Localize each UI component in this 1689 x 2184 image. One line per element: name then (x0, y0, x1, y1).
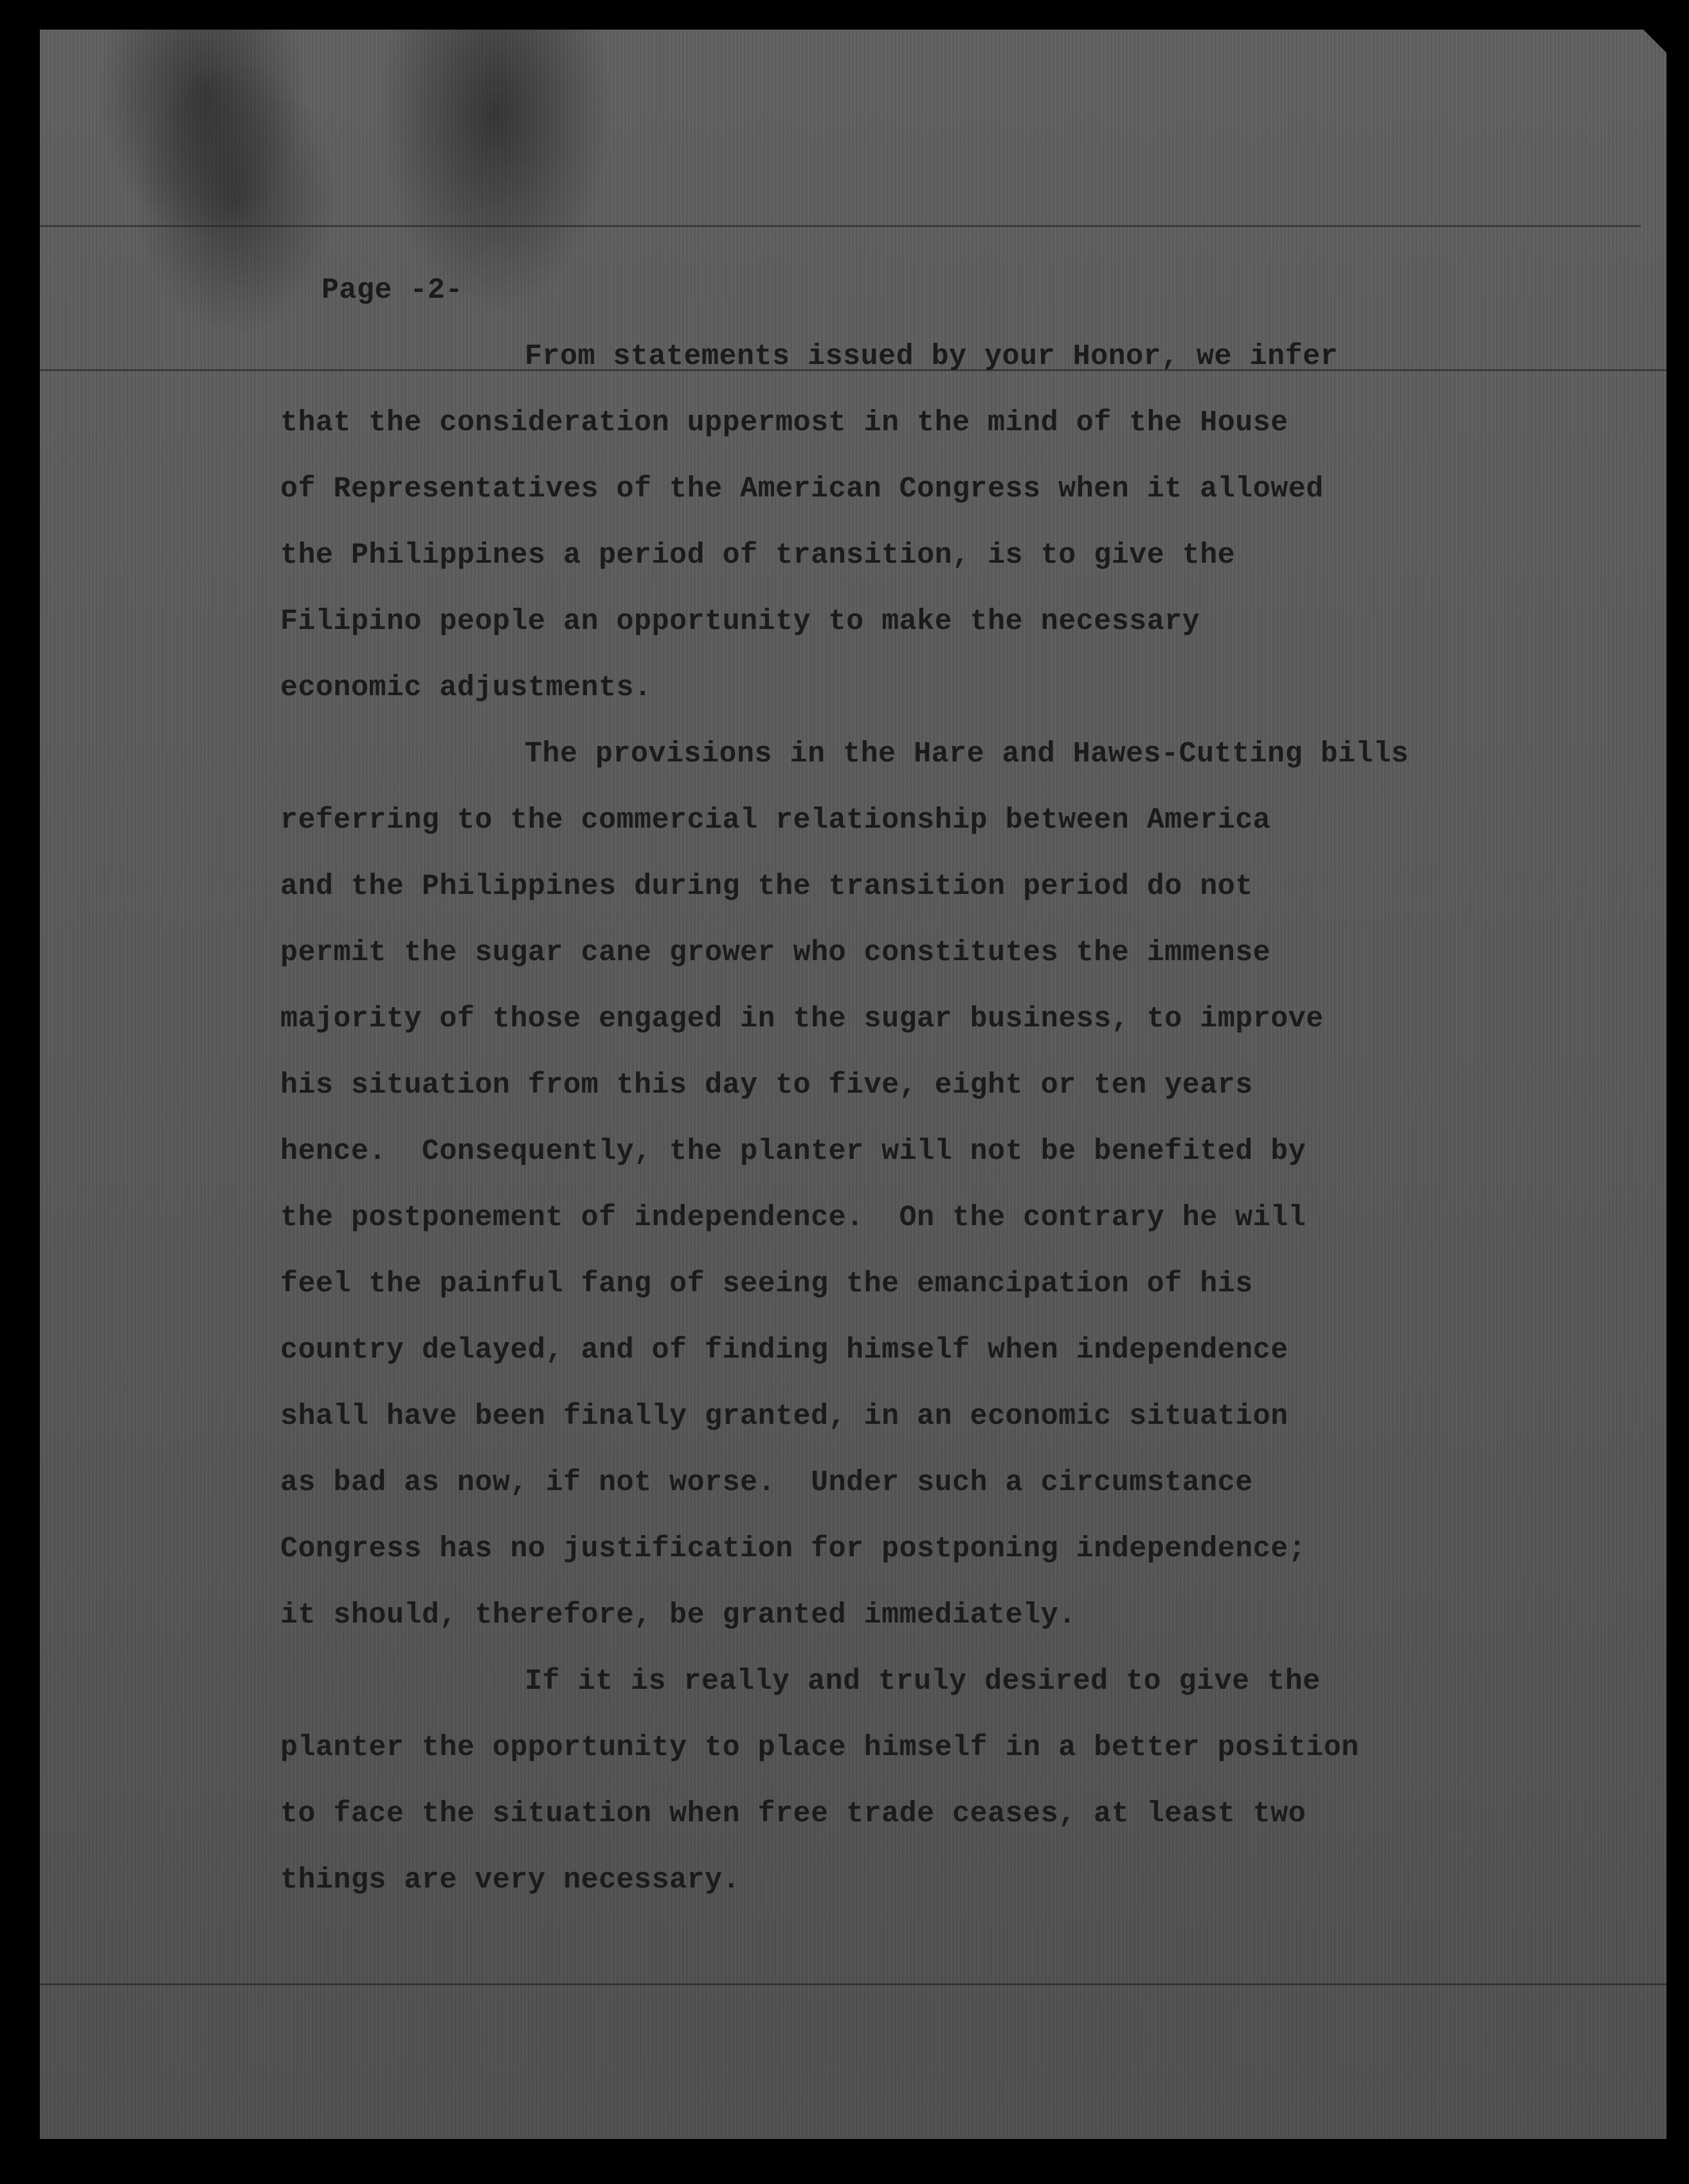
text-line: economic adjustments. (280, 671, 652, 704)
text-line: that the consideration uppermost in the mind of the House (280, 406, 1288, 439)
text-line: hence. Consequently, the planter will not be benefited by (280, 1135, 1306, 1168)
text-line: Filipino people an opportunity to make the necessary (280, 605, 1200, 638)
text-line: it should, therefore, be granted immediately. (280, 1599, 1076, 1632)
text-line: of Representatives of the American Congress when it allowed (280, 473, 1324, 505)
text-line: From statements issued by your Honor, we infer (525, 340, 1339, 373)
text-line: things are very necessary. (280, 1864, 741, 1897)
text-line: and the Philippines during the transition period do not (280, 870, 1253, 903)
typed-body (280, 257, 1502, 1913)
text-line: feel the painful fang of seeing the emancipation of his (280, 1268, 1253, 1300)
fold-line (40, 1983, 1666, 1985)
text-line: The provisions in the Hare and Hawes-Cutting bills (525, 738, 1409, 770)
text-line: majority of those engaged in the sugar business, to improve (280, 1003, 1324, 1035)
page-number-label: Page -2- (321, 274, 464, 307)
text-line: the postponement of independence. On the contrary he will (280, 1201, 1306, 1234)
paragraph-3 (280, 1648, 1502, 1913)
text-line: permit the sugar cane grower who constitutes the immense (280, 936, 1271, 969)
text-line: planter the opportunity to place himself in a better position (280, 1731, 1359, 1764)
text-line: the Philippines a period of transition, is to give the (280, 539, 1236, 572)
text-line: Congress has no justification for postponing independence; (280, 1533, 1306, 1565)
text-line: If it is really and truly desired to give the (525, 1665, 1321, 1698)
text-line: to face the situation when free trade ceases, at least two (280, 1797, 1306, 1830)
dog-ear-corner (1643, 30, 1666, 53)
text-line: referring to the commercial relationship between America (280, 804, 1271, 837)
text-line: shall have been finally granted, in an economic situation (280, 1400, 1288, 1433)
paragraph-1 (280, 323, 1502, 721)
text-line: his situation from this day to five, eight or ten years (280, 1069, 1253, 1102)
text-line: country delayed, and of finding himself when independence (280, 1334, 1288, 1367)
text-line: as bad as now, if not worse. Under such a circumstance (280, 1466, 1253, 1499)
fold-line (40, 225, 1641, 227)
paragraph-2 (280, 721, 1502, 1648)
